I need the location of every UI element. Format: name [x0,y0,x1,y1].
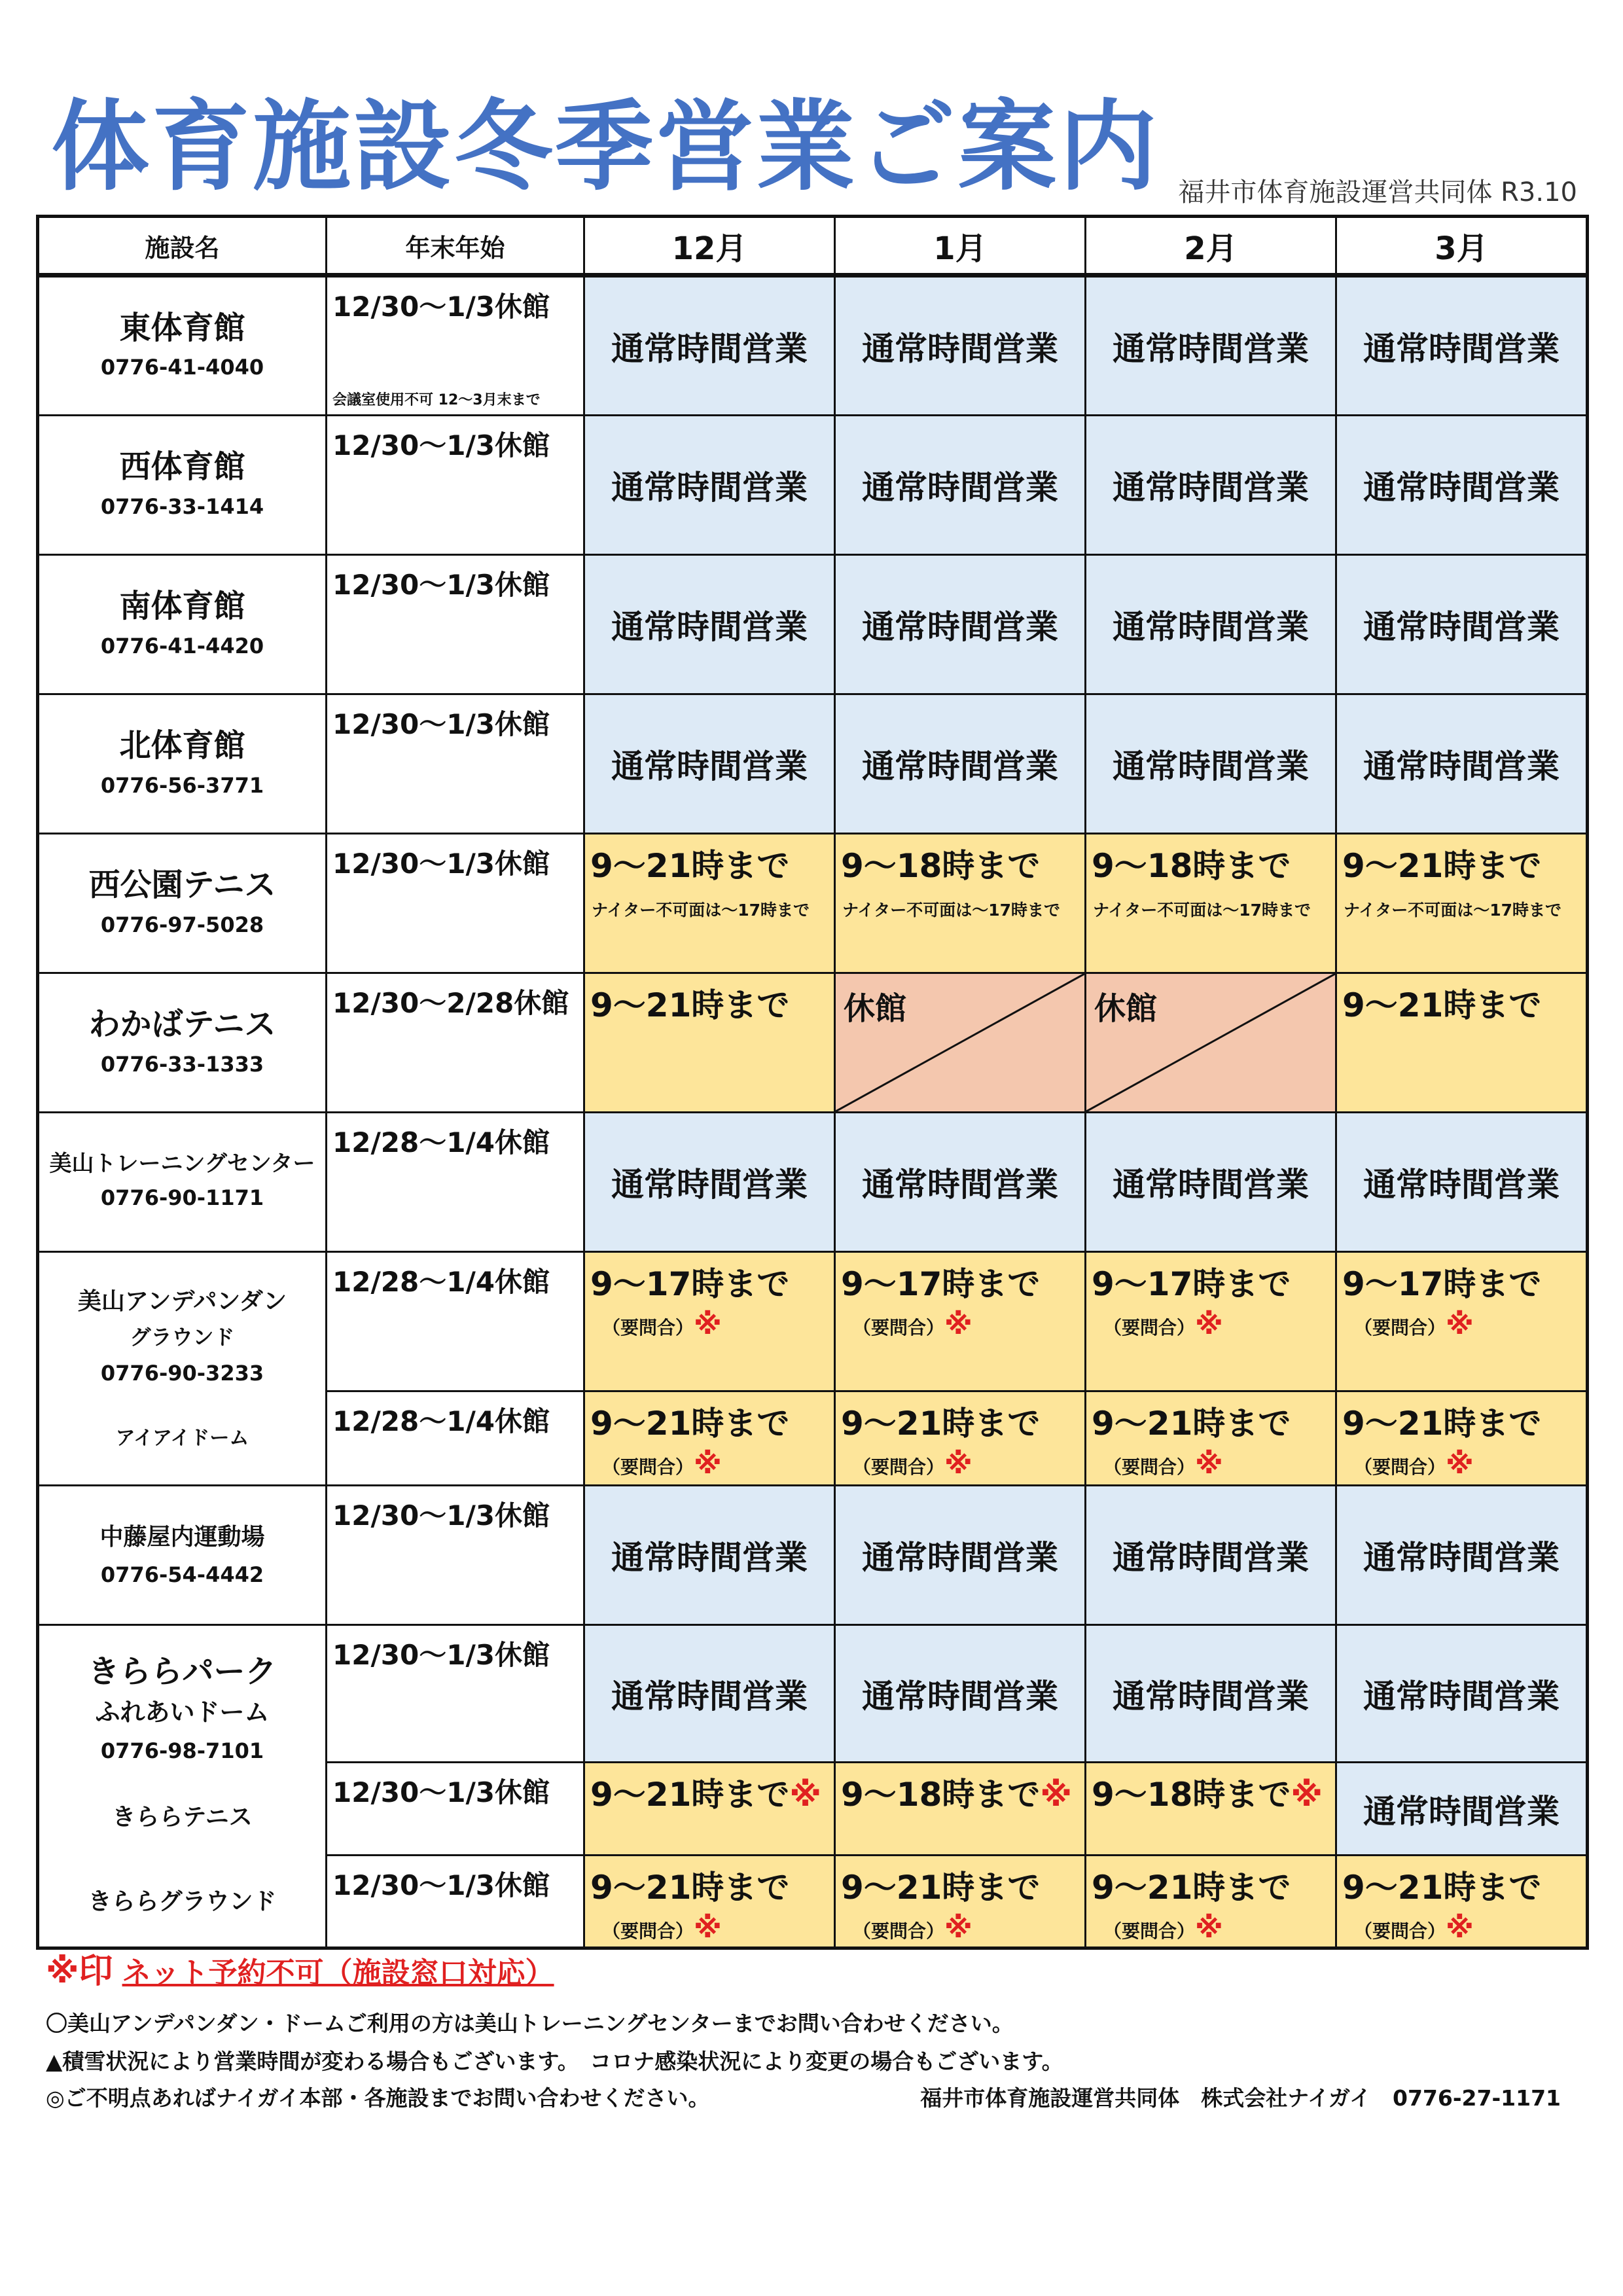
hours-text: 9～21時まで [590,986,790,1024]
inquiry-required: （要問合） [853,1317,945,1338]
facility-cell [38,1625,327,1948]
header-month-dec: 12月 [584,217,835,276]
no-net-booking-mark: ※ [1291,1776,1323,1814]
month-cell: 通常時間営業 [584,1113,835,1252]
facility-subname: アイアイドーム [115,1426,249,1450]
hours-text: 9～21時まで [590,1776,790,1814]
inquiry-required: （要問合） [1103,1456,1196,1478]
new-year-cell [327,1252,584,1391]
no-net-booking-mark: ※ [694,1911,722,1945]
facility-cell [38,276,327,416]
facility-name: 美山アンデパンダン [77,1288,287,1316]
month-cell: 通常時間営業 [1336,1486,1588,1625]
new-year-cell [327,416,584,555]
closed-label: 休館 [1094,990,1158,1027]
month-cell: 通常時間営業 [835,1113,1086,1252]
inquiry-required: （要問合） [602,1920,694,1942]
month-cell: 通常時間営業 [1336,1625,1588,1763]
facility-phone: 0776-41-4420 [100,633,264,658]
facility-cell [38,1486,327,1625]
legend-mark: ※印 [46,1952,113,1991]
no-net-booking-mark: ※ [944,1911,972,1945]
month-cell [1086,1856,1336,1948]
facility-cell [38,1113,327,1252]
month-cell: 通常時間営業 [584,694,835,834]
table-row [38,1252,1588,1391]
month-cell: 通常時間営業 [1336,1113,1588,1252]
inquiry-required: （要問合） [1354,1456,1446,1478]
hours-text: 9～21時まで [841,1869,1041,1907]
legend-text: ネット予約不可（施設窓口対応） [122,1956,554,1990]
new-year-closure: 12/30～1/3休館 [332,569,550,601]
new-year-cell [327,694,584,834]
night-note: ナイター不可面は～17時まで [1344,901,1562,920]
no-net-booking-mark: ※ [1446,1308,1474,1341]
hours-text: 9～18時まで [841,1776,1041,1814]
facility-cell [38,1252,327,1486]
month-cell: 通常時間営業 [584,1486,835,1625]
new-year-cell [327,1763,584,1856]
inquiry-required: （要問合） [1103,1317,1196,1338]
new-year-closure: 12/30～2/28休館 [332,987,569,1019]
month-cell: 通常時間営業 [1086,416,1336,555]
month-cell: 通常時間営業 [835,276,1086,416]
new-year-closure: 12/28～1/4休館 [332,1405,550,1437]
new-year-closure: 12/30～1/3休館 [332,291,550,323]
facility-phone: 0776-41-4040 [100,355,264,380]
hours-text: 9～17時まで [841,1265,1041,1303]
new-year-closure: 12/30～1/3休館 [332,708,550,740]
no-net-booking-mark: ※ [1195,1447,1223,1480]
month-cell [835,1763,1086,1856]
facility-phone: 0776-33-1333 [100,1051,264,1077]
month-cell [1086,1391,1336,1486]
new-year-cell [327,1625,584,1763]
month-cell [1336,1252,1588,1391]
month-cell [1336,834,1588,973]
month-cell: 通常時間営業 [584,416,835,555]
month-cell [1086,834,1336,973]
inquiry-required: （要問合） [853,1920,945,1942]
month-cell: 通常時間営業 [1086,1113,1336,1252]
month-cell [584,1252,835,1391]
no-net-booking-mark: ※ [1195,1911,1223,1945]
month-cell: 通常時間営業 [584,1625,835,1763]
facility-phone: 0776-97-5028 [100,912,264,937]
month-cell [584,1391,835,1486]
new-year-cell [327,834,584,973]
hours-text: 9～18時まで [841,847,1041,885]
hours-text: 9～17時まで [1092,1265,1291,1303]
facility-phone: 0776-54-4442 [100,1562,264,1588]
table-row [38,834,1588,973]
month-cell: 通常時間営業 [584,276,835,416]
month-cell [1086,1763,1336,1856]
table-row [38,1113,1588,1252]
facility-cell [38,555,327,694]
new-year-cell [327,973,584,1113]
facility-name: わかばテニス [88,1006,276,1043]
closed-label: 休館 [844,990,907,1027]
table-row [38,416,1588,555]
facility-cell [38,973,327,1113]
facility-name: 南体育館 [119,588,245,625]
new-year-cell [327,555,584,694]
facility-phone: 0776-90-1171 [100,1185,264,1210]
month-cell-closed [835,973,1086,1113]
header-month-jan: 1月 [835,217,1086,276]
month-cell [1336,973,1588,1113]
table-row [38,694,1588,834]
month-cell: 通常時間営業 [1336,694,1588,834]
night-note: ナイター不可面は～17時まで [1093,901,1311,920]
new-year-cell [327,1856,584,1948]
table-row [38,1625,1588,1763]
month-cell [835,1856,1086,1948]
inquiry-required: （要問合） [602,1456,694,1478]
hours-text: 9～17時まで [1342,1265,1542,1303]
inquiry-required: （要問合） [602,1317,694,1338]
no-net-booking-mark: ※ [1040,1776,1072,1814]
hours-text: 9～21時まで [1092,1869,1291,1907]
hours-text: 9～21時まで [841,1405,1041,1443]
month-cell: 通常時間営業 [835,1486,1086,1625]
month-cell [584,1763,835,1856]
month-cell [835,834,1086,973]
facility-name: 中藤屋内運動場 [99,1523,265,1551]
hours-text: 9～21時まで [1342,1869,1542,1907]
month-cell [584,834,835,973]
month-cell [584,1856,835,1948]
facility-name-line2: ふれあいドーム [95,1697,270,1727]
hours-text: 9～18時まで [1092,847,1291,885]
no-net-booking-mark: ※ [944,1308,972,1341]
month-cell: 通常時間営業 [1336,555,1588,694]
facility-subname: きららテニス [112,1803,253,1831]
new-year-closure: 12/30～1/3休館 [332,1639,550,1671]
hours-text: 9～21時まで [590,1869,790,1907]
month-cell [1336,1856,1588,1948]
facility-name: 東体育館 [119,309,245,346]
header-month-feb: 2月 [1086,217,1336,276]
note-line: 〇美山アンデパンダン・ドームご利用の方は美山トレーニングセンターまでお問い合わせください。 [46,2011,1014,2036]
month-cell: 通常時間営業 [1086,555,1336,694]
month-cell [1336,1391,1588,1486]
inquiry-required: （要問合） [1354,1920,1446,1942]
inquiry-required: （要問合） [1354,1317,1446,1338]
note-line: ▲積雪状況により営業時間が変わる場合もございます。 コロナ感染状況により変更の場合もございます。 [46,2049,1063,2074]
facility-name-line2: グラウンド [130,1324,235,1350]
schedule-table [36,215,1589,1950]
new-year-cell [327,1486,584,1625]
new-year-cell [327,1113,584,1252]
month-cell [835,1391,1086,1486]
facility-cell [38,416,327,555]
month-cell: 通常時間営業 [584,555,835,694]
month-cell-closed [1086,973,1336,1113]
facility-cell [38,694,327,834]
hours-text: 9～17時まで [590,1265,790,1303]
new-year-closure: 12/30～1/3休館 [332,429,550,461]
month-cell [584,973,835,1113]
new-year-closure: 12/30～1/3休館 [332,1776,550,1808]
table-row [38,1486,1588,1625]
facility-cell [38,834,327,973]
no-net-booking-mark: ※ [694,1308,722,1341]
no-net-booking-mark: ※ [1446,1911,1474,1945]
facility-subname: きららグラウンド [88,1888,277,1916]
no-net-booking-mark: ※ [1195,1308,1223,1341]
hours-text: 9～18時まで [1092,1776,1291,1814]
table-row [38,276,1588,416]
facility-phone: 0776-56-3771 [100,772,264,798]
facility-phone: 0776-33-1414 [100,493,264,519]
month-cell: 通常時間営業 [1086,694,1336,834]
facility-name: きららパーク [88,1653,277,1691]
new-year-note: 会議室使用不可 12～3月末まで [332,392,541,408]
no-net-booking-mark: ※ [789,1776,821,1814]
hours-text: 9～21時まで [1342,1405,1542,1443]
month-cell [835,1252,1086,1391]
new-year-cell [327,276,584,416]
month-cell: 通常時間営業 [1336,416,1588,555]
new-year-closure: 12/30～1/3休館 [332,1499,550,1532]
table-row [38,973,1588,1113]
new-year-closure: 12/30～1/3休館 [332,848,550,880]
no-net-booking-mark: ※ [1446,1447,1474,1480]
no-net-booking-mark: ※ [694,1447,722,1480]
month-cell: 通常時間営業 [1336,1763,1588,1856]
night-note: ナイター不可面は～17時まで [592,901,810,920]
new-year-closure: 12/30～1/3休館 [332,1869,550,1901]
month-cell: 通常時間営業 [835,555,1086,694]
hours-text: 9～21時まで [1342,847,1542,885]
header-facility: 施設名 [38,217,327,276]
header-month-mar: 3月 [1336,217,1588,276]
note-line: ◎ご不明点あればナイガイ本部・各施設までお問い合わせください。 [46,2085,710,2111]
inquiry-required: （要問合） [1103,1920,1196,1942]
month-cell: 通常時間営業 [1086,1625,1336,1763]
footer-contact: 福井市体育施設運営共同体 株式会社ナイガイ 0776-27-1171 [920,2085,1561,2111]
hours-text: 9～21時まで [590,1405,790,1443]
organization-label: 福井市体育施設運営共同体 R3.10 [1178,177,1577,207]
no-net-booking-mark: ※ [944,1447,972,1480]
header-row [38,217,1588,276]
month-cell: 通常時間営業 [835,1625,1086,1763]
month-cell: 通常時間営業 [835,694,1086,834]
hours-text: 9～21時まで [590,847,790,885]
legend [46,1952,554,1991]
hours-text: 9～21時まで [1342,986,1542,1024]
facility-name: 西体育館 [119,448,245,486]
month-cell: 通常時間営業 [1086,276,1336,416]
month-cell [1086,1252,1336,1391]
facility-name: 北体育館 [119,727,245,764]
night-note: ナイター不可面は～17時まで [842,901,1061,920]
table-row [38,555,1588,694]
inquiry-required: （要問合） [853,1456,945,1478]
new-year-closure: 12/28～1/4休館 [332,1266,550,1298]
new-year-closure: 12/28～1/4休館 [332,1126,550,1158]
page-title: 体育施設冬季営業ご案内 [51,90,1160,204]
hours-text: 9～21時まで [1092,1405,1291,1443]
facility-name: 美山トレーニングセンター [49,1151,315,1177]
month-cell: 通常時間営業 [835,416,1086,555]
month-cell: 通常時間営業 [1336,276,1588,416]
facility-phone: 0776-90-3233 [100,1360,264,1386]
facility-phone: 0776-98-7101 [100,1738,264,1764]
header-new-year: 年末年始 [327,217,584,276]
month-cell: 通常時間営業 [1086,1486,1336,1625]
facility-name: 西公園テニス [88,867,276,904]
new-year-cell [327,1391,584,1486]
